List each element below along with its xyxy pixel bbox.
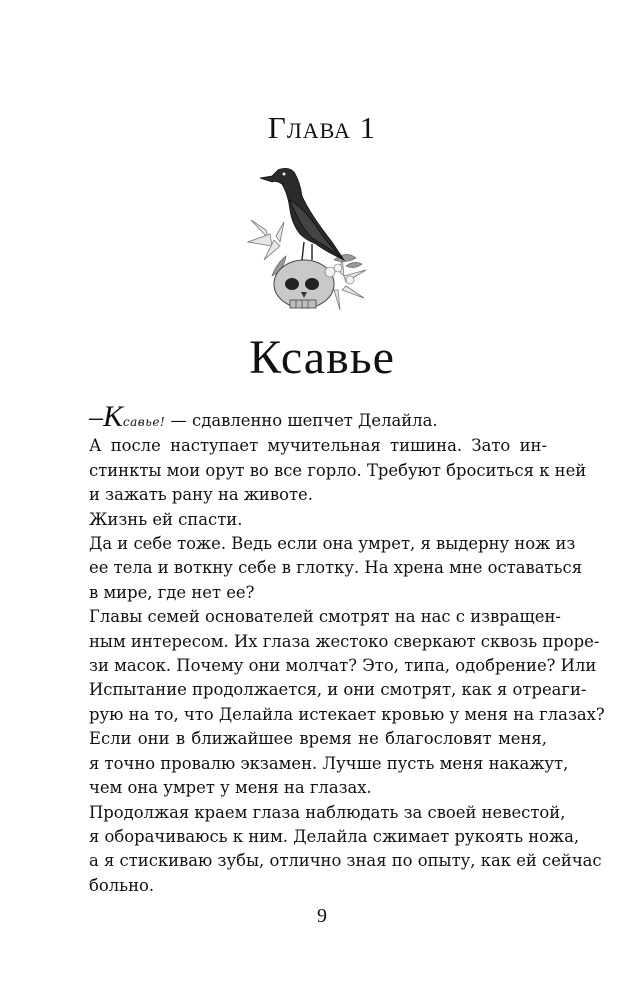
opening-rest: — сдавленно шепчет Делайла. xyxy=(165,411,438,430)
text-line: я оборачиваюсь к ним. Делайла сжимает рукоять ножа, xyxy=(89,826,580,846)
paragraphs xyxy=(89,434,605,898)
chapter-number: 1 xyxy=(359,110,377,145)
text-line: Жизнь ей спасти. xyxy=(89,509,243,529)
text-line: ее тела и воткну себе в глотку. На хрена мне оставаться xyxy=(89,558,583,578)
text-line: Испытание продолжается, и они смотрят, как я отреаги- xyxy=(89,680,587,700)
text-line: Если они в ближайшее время не благословят меня, xyxy=(89,729,547,749)
text-line: чем она умрет у меня на глазах. xyxy=(89,778,372,798)
text-line: А после наступает мучительная тишина. Зато ин- xyxy=(89,436,547,456)
text-line: зи масок. Почему они молчат? Это, типа, одобрение? Или xyxy=(89,656,597,676)
text-line: и зажать рану на животе. xyxy=(89,485,313,505)
opening-caps: савье! xyxy=(122,415,166,429)
chapter-title: Ксавье xyxy=(249,331,395,384)
text-line: рую на то, что Делайла истекает кровью у меня на глазах? xyxy=(89,704,605,724)
opening-line xyxy=(89,400,547,434)
text-line: Да и себе тоже. Ведь если она умрет, я выдерну нож из xyxy=(89,534,576,554)
chapter-heading xyxy=(0,110,644,146)
chapter-label: Глава xyxy=(267,110,351,145)
text-line: больно. xyxy=(89,875,155,895)
text-line: а я стискиваю зубы, отлично зная по опыту, как ей сейчас xyxy=(89,851,602,871)
text-line: стинкты мои орут во все горло. Требуют броситься к ней xyxy=(89,460,587,480)
raven-skull-ornament xyxy=(246,160,368,312)
text-line: Продолжая краем глаза наблюдать за своей невестой, xyxy=(89,802,566,822)
text-line: в мире, где нет ее? xyxy=(89,582,255,602)
page-number: 9 xyxy=(317,905,327,927)
opening-dash: – xyxy=(89,402,103,433)
dropcap: К xyxy=(103,400,123,433)
text-line: ным интересом. Их глаза жестоко сверкают сквозь проре- xyxy=(89,631,600,651)
text-line: Главы семей основателей смотрят на нас с извращен- xyxy=(89,607,561,627)
body-text xyxy=(89,400,605,898)
text-line: я точно провалю экзамен. Лучше пусть меня накажут, xyxy=(89,753,569,773)
